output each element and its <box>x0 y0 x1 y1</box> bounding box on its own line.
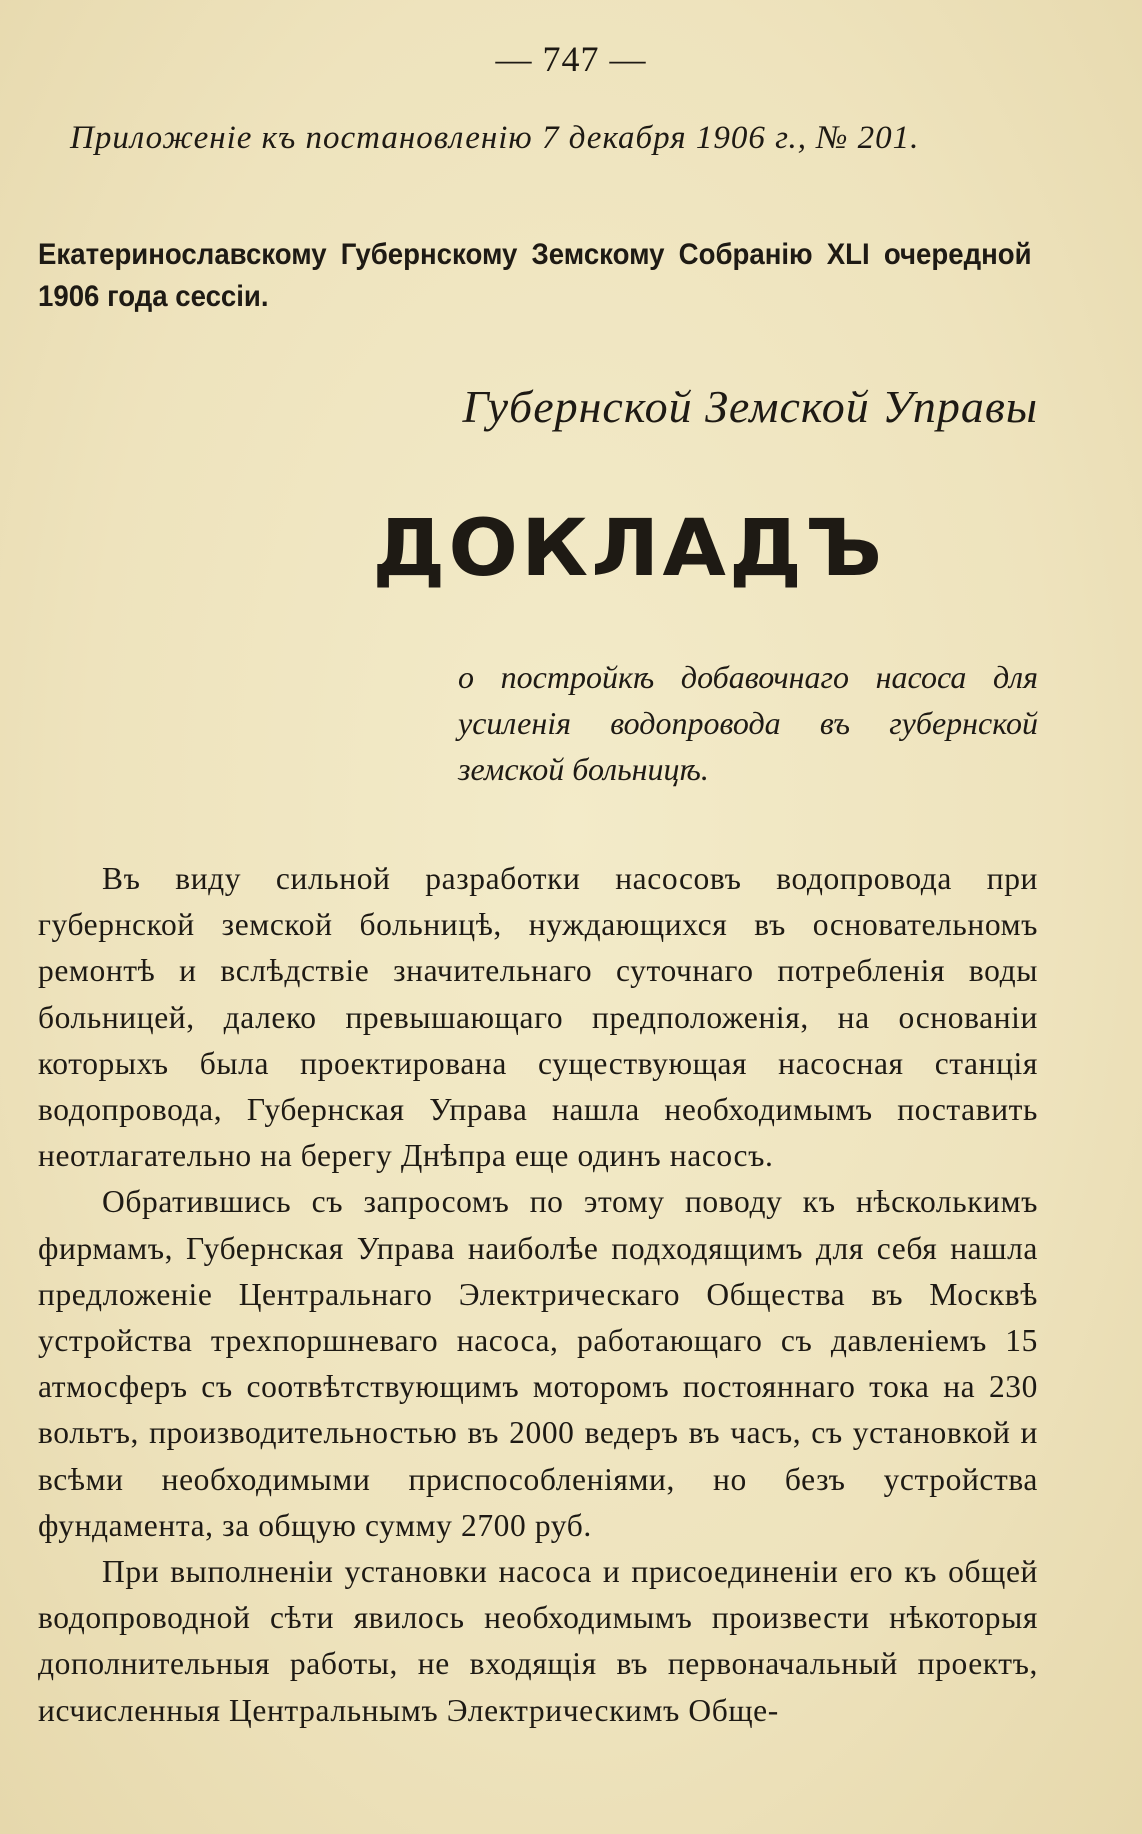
authority-line: Губернской Земской Управы <box>462 381 1038 432</box>
body-paragraph-2: Обратившись съ запросомъ по этому поводу къ нѣсколькимъ фирмамъ, Губернская Управа наиболѣе подходящимъ для себя нашла предложеніе Центральнаго Электрическаго Общества въ Москвѣ устройства трехпоршневаго насоса, работающаго съ давленіемъ 15 атмосферъ съ соотвѣтствующимъ моторомъ постояннаго тока на 230 вольтъ, производительностью въ 2000 ведеръ въ часъ, съ установкой и всѣми необходимыми приспособленіями, но безъ устройства фундамента, за общую сумму 2700 руб. <box>38 1184 1038 1543</box>
page-number: — 747 — <box>495 39 647 79</box>
report-title: ДОКЛАДЪ <box>372 504 886 594</box>
body-paragraph-1: Въ виду сильной разработки насосовъ водопровода при губернской земской больницѣ, нуждающихся въ основательномъ ремонтѣ и вслѣдствіе значительнаго суточнаго потребленія воды больницей, далеко превышающаго предположенія, на основаніи которыхъ была проектирована существующая насосная станція водопровода, Губернская Управа нашла необходимымъ поставить неотлагательно на берегу Днѣпра еще одинъ насосъ. <box>38 861 1038 1174</box>
addressee-heading: Екатеринославскому Губернскому Земскому Собранію XLI очередной 1906 года сессіи. <box>38 238 1032 313</box>
report-subject: о постройкѣ добавочнаго насоса для усиленія водопровода въ губернской земской больницѣ. <box>458 659 1038 787</box>
body-paragraph-3: При выполненіи установки насоса и присоединеніи его къ общей водопроводной сѣти явилось необходимымъ произвести нѣкоторыя дополнительныя работы, не входящія въ первоначальный проектъ, исчисленныя Центральнымъ Электрическимъ Обще- <box>38 1554 1038 1728</box>
appendix-note: Приложеніе къ постановленію 7 декабря 1906 г., № 201. <box>70 120 920 156</box>
body-text <box>38 856 1038 1734</box>
